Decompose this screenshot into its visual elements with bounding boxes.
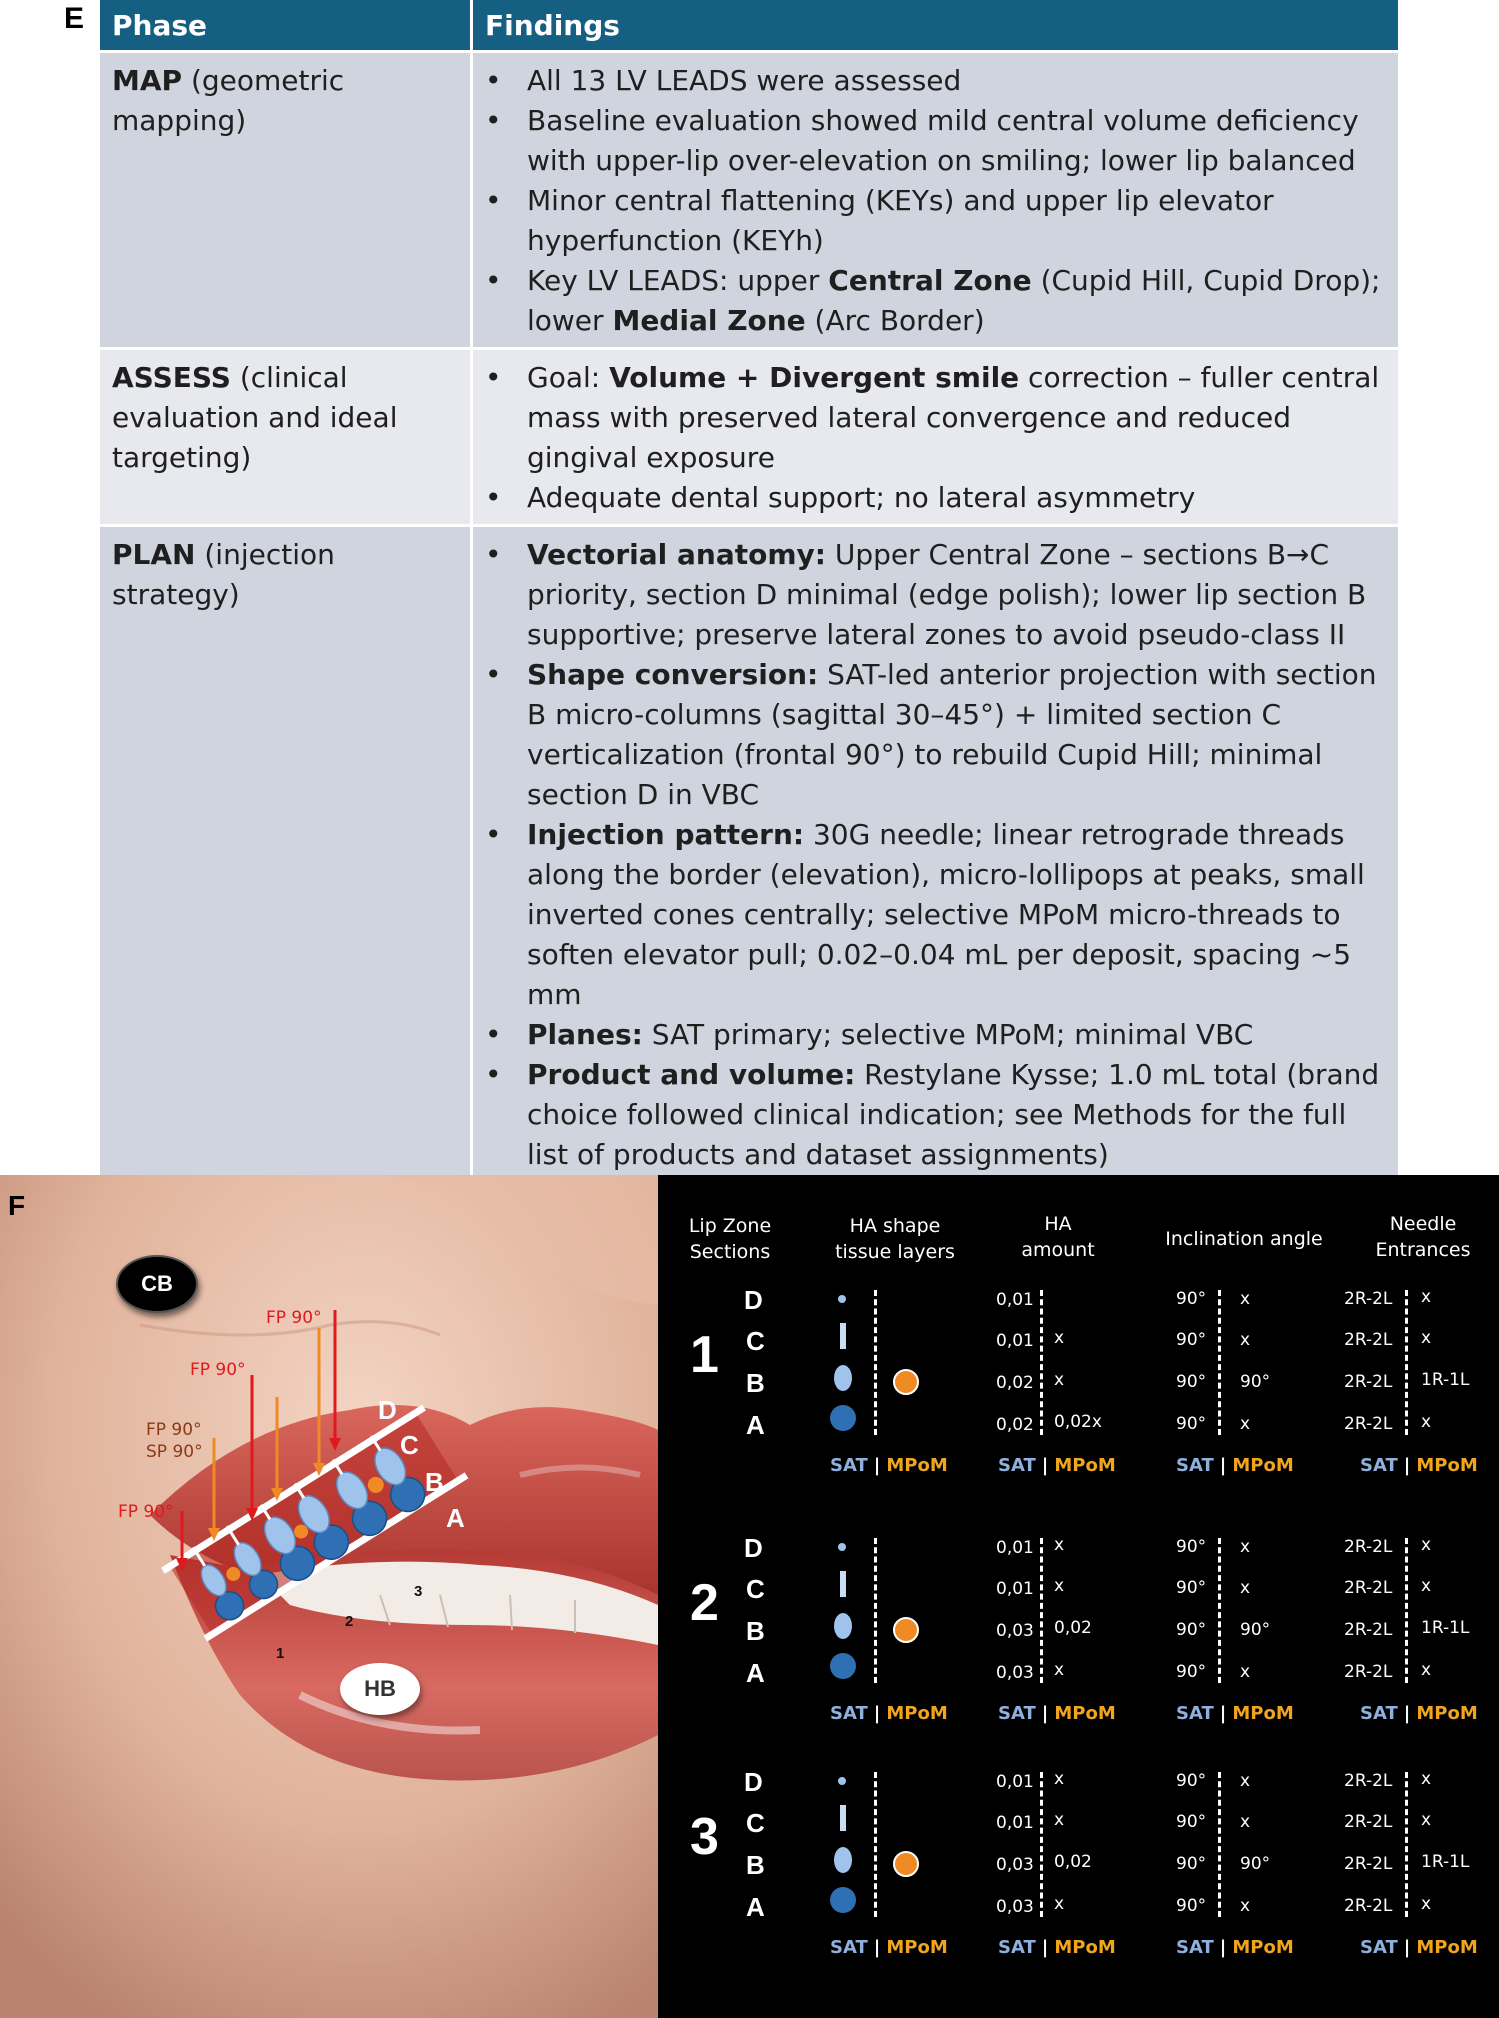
- angle-sat: 90°: [1176, 1372, 1207, 1392]
- finding-item: [527, 61, 1386, 101]
- layer-footer-amount: [998, 1703, 1116, 1724]
- mpom-label: MPoM: [1054, 1703, 1116, 1724]
- angle-sat: 90°: [1176, 1537, 1207, 1557]
- layer-footer-needle: [1360, 1937, 1478, 1958]
- finding-item: [527, 815, 1386, 1015]
- layer-separator: |: [1219, 1455, 1227, 1476]
- layer-separator: |: [1403, 1937, 1411, 1958]
- needle-mpom: x: [1421, 1769, 1432, 1789]
- finding-item: [527, 101, 1386, 181]
- needle-sat: 2R-2L: [1344, 1662, 1393, 1682]
- column-number: 2: [345, 1613, 354, 1630]
- finding-text: SAT-led anterior projection with section B micro-columns (sagittal 30–45°) + limited section C verticalization (frontal 90°) to rebuild Cupid Hill; minimal section D in VBC: [527, 658, 1377, 811]
- findings-cell: [472, 349, 1399, 526]
- header-lip-zone: Lip Zone Sections: [688, 1215, 772, 1263]
- section-letter-c: C: [746, 1808, 765, 1838]
- column-number: 3: [414, 1583, 423, 1600]
- angle-mpom: 90°: [1240, 1854, 1271, 1874]
- findings-list: [485, 535, 1386, 1175]
- needle-sat: 2R-2L: [1344, 1537, 1393, 1557]
- layer-footer-amount: [998, 1937, 1116, 1958]
- section-letter-b: B: [746, 1616, 765, 1646]
- ha-amount-mpom: 0,02: [1054, 1618, 1092, 1638]
- phase-description: (injection strategy): [112, 538, 335, 611]
- sat-label: SAT: [830, 1455, 868, 1476]
- injection-parameters-table: [658, 1175, 1499, 2018]
- separator: [1218, 1772, 1221, 1917]
- finding-bold-text: Medial Zone: [612, 304, 806, 337]
- angle-sat: 90°: [1176, 1662, 1207, 1682]
- layer-separator: |: [1041, 1937, 1049, 1958]
- section-letter-d: D: [744, 1767, 763, 1797]
- needle-mpom: x: [1421, 1576, 1432, 1596]
- section-letter-b: B: [746, 1368, 765, 1398]
- sat-label: SAT: [1360, 1703, 1398, 1724]
- layer-footer-angle: [1176, 1937, 1294, 1958]
- sat-label: SAT: [1176, 1455, 1214, 1476]
- angle-mpom: x: [1240, 1662, 1251, 1682]
- ha-amount-sat: 0,03: [996, 1621, 1034, 1641]
- layer-separator: |: [873, 1455, 881, 1476]
- column-number: 1: [276, 1645, 285, 1662]
- needle-mpom: 1R-1L: [1421, 1370, 1470, 1390]
- finding-text: correction – fuller central mass with preserved lateral convergence and reduced gingival exposure: [527, 361, 1380, 474]
- phase-name: MAP: [112, 64, 183, 97]
- ha-amount-sat: 0,02: [996, 1415, 1034, 1435]
- header-inclination: Inclination angle: [1165, 1228, 1323, 1250]
- angle-mpom: x: [1240, 1771, 1251, 1791]
- separator: [1218, 1290, 1221, 1435]
- section-letter-c: C: [746, 1326, 765, 1356]
- layer-separator: |: [873, 1703, 881, 1724]
- angle-sat: 90°: [1176, 1812, 1207, 1832]
- finding-text: Key LV LEADS: upper: [527, 264, 829, 297]
- mpom-label: MPoM: [1054, 1455, 1116, 1476]
- circle-shape-icon: [830, 1887, 856, 1913]
- finding-item: [527, 478, 1386, 518]
- fp-label: FP 90°: [146, 1420, 202, 1440]
- ellipse-shape-icon: [834, 1847, 852, 1873]
- angle-sat: 90°: [1176, 1414, 1207, 1434]
- sat-label: SAT: [830, 1703, 868, 1724]
- group-number: 1: [690, 1326, 719, 1384]
- group-number: 2: [690, 1574, 719, 1632]
- line-shape-icon: [840, 1323, 846, 1349]
- table-row: [100, 349, 1398, 526]
- finding-item: [527, 358, 1386, 478]
- zone-letter-d: D: [378, 1395, 397, 1425]
- angle-mpom: x: [1240, 1414, 1251, 1434]
- cb-label: CB: [116, 1255, 198, 1313]
- ha-amount-mpom: x: [1054, 1769, 1065, 1789]
- ha-amount-mpom: 0,02: [1054, 1852, 1092, 1872]
- separator: [1040, 1538, 1043, 1683]
- sat-label: SAT: [1360, 1455, 1398, 1476]
- findings-table: [100, 0, 1398, 1181]
- phase-cell: [100, 52, 472, 349]
- separator: [874, 1538, 877, 1683]
- sat-label: SAT: [1360, 1937, 1398, 1958]
- header-ha-amount: HA amount: [1021, 1213, 1095, 1261]
- mpom-label: MPoM: [1232, 1937, 1294, 1958]
- circle-shape-icon: [830, 1405, 856, 1431]
- angle-sat: 90°: [1176, 1578, 1207, 1598]
- findings-list: [485, 61, 1386, 341]
- header-phase: Phase: [100, 0, 472, 52]
- group-number: 3: [690, 1808, 719, 1866]
- ha-amount-sat: 0,01: [996, 1772, 1034, 1792]
- needle-sat: 2R-2L: [1344, 1289, 1393, 1309]
- section-letter-b: B: [746, 1850, 765, 1880]
- layer-separator: |: [1403, 1455, 1411, 1476]
- finding-item: [527, 181, 1386, 261]
- mpom-label: MPoM: [886, 1703, 948, 1724]
- needle-sat: 2R-2L: [1344, 1414, 1393, 1434]
- finding-bold-text: Volume + Divergent smile: [609, 361, 1020, 394]
- fp-label: FP 90°: [266, 1308, 322, 1328]
- mpom-circle-icon: [893, 1369, 919, 1395]
- finding-text: All 13 LV LEADS were assessed: [527, 64, 962, 97]
- sat-label: SAT: [998, 1937, 1036, 1958]
- mpom-circle-icon: [893, 1617, 919, 1643]
- separator: [874, 1772, 877, 1917]
- zone-letter-b: B: [425, 1467, 444, 1497]
- section-letter-d: D: [744, 1285, 763, 1315]
- findings-cell: [472, 526, 1399, 1182]
- angle-mpom: x: [1240, 1812, 1251, 1832]
- ha-amount-sat: 0,03: [996, 1897, 1034, 1917]
- phase-description: (geometric mapping): [112, 64, 345, 137]
- angle-mpom: 90°: [1240, 1372, 1271, 1392]
- layer-separator: |: [1219, 1703, 1227, 1724]
- mpom-label: MPoM: [886, 1937, 948, 1958]
- ha-amount-mpom: x: [1054, 1894, 1065, 1914]
- findings-cell: [472, 52, 1399, 349]
- finding-text: (Arc Border): [805, 304, 985, 337]
- needle-sat: 2R-2L: [1344, 1372, 1393, 1392]
- sat-label: SAT: [830, 1937, 868, 1958]
- phase-name: ASSESS: [112, 361, 231, 394]
- section-letter-a: A: [746, 1410, 765, 1440]
- section-letter-a: A: [746, 1658, 765, 1688]
- finding-text: Goal:: [527, 361, 610, 394]
- finding-item: [527, 1055, 1386, 1175]
- angle-sat: 90°: [1176, 1330, 1207, 1350]
- ha-amount-mpom: x: [1054, 1535, 1065, 1555]
- ha-amount-sat: 0,02: [996, 1373, 1034, 1393]
- angle-sat: 90°: [1176, 1771, 1207, 1791]
- ha-amount-sat: 0,01: [996, 1538, 1034, 1558]
- sat-label: SAT: [998, 1455, 1036, 1476]
- circle-shape-icon: [830, 1653, 856, 1679]
- needle-mpom: x: [1421, 1412, 1432, 1432]
- finding-text: Minor central flattening (KEYs) and upper lip elevator hyperfunction (KEYh): [527, 184, 1274, 257]
- layer-footer-amount: [998, 1455, 1116, 1476]
- phase-cell: [100, 526, 472, 1182]
- separator: [1405, 1290, 1408, 1435]
- ha-amount-sat: 0,01: [996, 1579, 1034, 1599]
- line-shape-icon: [840, 1571, 846, 1597]
- finding-item: [527, 261, 1386, 341]
- angle-sat: 90°: [1176, 1854, 1207, 1874]
- finding-text: Baseline evaluation showed mild central volume deficiency with upper-lip over-elevation on smiling; lower lip balanced: [527, 104, 1359, 177]
- sat-label: SAT: [998, 1703, 1036, 1724]
- needle-sat: 2R-2L: [1344, 1854, 1393, 1874]
- table-row: [100, 52, 1398, 349]
- mpom-label: MPoM: [886, 1455, 948, 1476]
- needle-mpom: 1R-1L: [1421, 1618, 1470, 1638]
- phase-cell: [100, 349, 472, 526]
- layer-separator: |: [1041, 1703, 1049, 1724]
- mpom-label: MPoM: [1416, 1937, 1478, 1958]
- angle-mpom: 90°: [1240, 1620, 1271, 1640]
- layer-footer-needle: [1360, 1703, 1478, 1724]
- separator: [1040, 1290, 1043, 1435]
- dot-shape-icon: [838, 1777, 846, 1785]
- finding-bold-text: Central Zone: [828, 264, 1032, 297]
- ellipse-shape-icon: [834, 1365, 852, 1391]
- lips-illustration: [0, 1175, 658, 2018]
- ha-amount-mpom: 0,02x: [1054, 1412, 1102, 1432]
- separator: [1405, 1772, 1408, 1917]
- needle-sat: 2R-2L: [1344, 1896, 1393, 1916]
- layer-footer-angle: [1176, 1703, 1294, 1724]
- header-ha-shape: HA shape tissue layers: [835, 1215, 955, 1263]
- ha-amount-mpom: x: [1054, 1370, 1065, 1390]
- angle-mpom: x: [1240, 1537, 1251, 1557]
- needle-mpom: x: [1421, 1287, 1432, 1307]
- finding-item: [527, 655, 1386, 815]
- injection-panel-f: [0, 1175, 1499, 2018]
- layer-footer-shape: [830, 1455, 948, 1476]
- angle-sat: 90°: [1176, 1289, 1207, 1309]
- finding-text: (Cupid Hill, Cupid Drop); lower: [527, 264, 1381, 337]
- mpom-label: MPoM: [1054, 1937, 1116, 1958]
- separator: [1218, 1538, 1221, 1683]
- needle-mpom: x: [1421, 1810, 1432, 1830]
- needle-mpom: x: [1421, 1660, 1432, 1680]
- finding-bold-text: Planes:: [527, 1018, 643, 1051]
- mpom-label: MPoM: [1416, 1455, 1478, 1476]
- table-header-row: [100, 0, 1398, 52]
- ha-amount-mpom: x: [1054, 1576, 1065, 1596]
- mpom-label: MPoM: [1232, 1455, 1294, 1476]
- finding-bold-text: Product and volume:: [527, 1058, 856, 1091]
- ha-amount-sat: 0,01: [996, 1290, 1034, 1310]
- section-letter-d: D: [744, 1533, 763, 1563]
- needle-mpom: 1R-1L: [1421, 1852, 1470, 1872]
- section-letter-a: A: [746, 1892, 765, 1922]
- ha-amount-mpom: x: [1054, 1328, 1065, 1348]
- mpom-label: MPoM: [1416, 1703, 1478, 1724]
- panel-letter-f: F: [8, 1190, 26, 1221]
- findings-list: [485, 358, 1386, 518]
- angle-sat: 90°: [1176, 1896, 1207, 1916]
- hb-label: HB: [340, 1663, 420, 1715]
- separator: [1040, 1772, 1043, 1917]
- needle-sat: 2R-2L: [1344, 1578, 1393, 1598]
- finding-text: 30G needle; linear retrograde threads along the border (elevation), micro-lollipops at peaks, small inverted cones centrally; selective MPoM micro-threads to soften elevator pull; 0.02–0.04 mL per deposit, spacing ~5 mm: [527, 818, 1365, 1011]
- layer-footer-needle: [1360, 1455, 1478, 1476]
- finding-text: SAT primary; selective MPoM; minimal VBC: [642, 1018, 1254, 1051]
- finding-text: Adequate dental support; no lateral asymmetry: [527, 481, 1196, 514]
- fp-label: FP 90°: [190, 1360, 246, 1380]
- separator: [874, 1290, 877, 1435]
- needle-sat: 2R-2L: [1344, 1330, 1393, 1350]
- ha-amount-sat: 0,03: [996, 1663, 1034, 1683]
- dot-shape-icon: [838, 1543, 846, 1551]
- zone-letter-c: C: [400, 1430, 419, 1460]
- sp-label: SP 90°: [146, 1442, 203, 1462]
- zone-letter-a: A: [446, 1503, 465, 1533]
- angle-sat: 90°: [1176, 1620, 1207, 1640]
- finding-item: [527, 1015, 1386, 1055]
- angle-mpom: x: [1240, 1330, 1251, 1350]
- finding-text: Restylane Kysse; 1.0 mL total (brand choice followed clinical indication; see Methods for the full list of products and dataset assignments): [527, 1058, 1380, 1171]
- layer-separator: |: [1219, 1937, 1227, 1958]
- sat-label: SAT: [1176, 1703, 1214, 1724]
- fp-label: FP 90°: [118, 1502, 174, 1522]
- needle-sat: 2R-2L: [1344, 1812, 1393, 1832]
- ha-amount-sat: 0,03: [996, 1855, 1034, 1875]
- header-needle: Needle Entrances: [1375, 1213, 1471, 1261]
- ha-amount-mpom: x: [1054, 1660, 1065, 1680]
- dot-shape-icon: [838, 1295, 846, 1303]
- phase-name: PLAN: [112, 538, 196, 571]
- section-letter-c: C: [746, 1574, 765, 1604]
- ha-amount-mpom: x: [1054, 1810, 1065, 1830]
- layer-separator: |: [1403, 1703, 1411, 1724]
- angle-mpom: x: [1240, 1896, 1251, 1916]
- separator: [1405, 1538, 1408, 1683]
- mpom-circle-icon: [893, 1851, 919, 1877]
- angle-mpom: x: [1240, 1289, 1251, 1309]
- angle-mpom: x: [1240, 1578, 1251, 1598]
- needle-mpom: x: [1421, 1328, 1432, 1348]
- needle-mpom: x: [1421, 1535, 1432, 1555]
- layer-footer-angle: [1176, 1455, 1294, 1476]
- header-findings: Findings: [472, 0, 1399, 52]
- layer-footer-shape: [830, 1937, 948, 1958]
- needle-sat: 2R-2L: [1344, 1620, 1393, 1640]
- line-shape-icon: [840, 1805, 846, 1831]
- finding-bold-text: Vectorial anatomy:: [527, 538, 826, 571]
- needle-mpom: x: [1421, 1894, 1432, 1914]
- finding-item: [527, 535, 1386, 655]
- finding-bold-text: Shape conversion:: [527, 658, 819, 691]
- layer-separator: |: [873, 1937, 881, 1958]
- needle-sat: 2R-2L: [1344, 1771, 1393, 1791]
- sat-label: SAT: [1176, 1937, 1214, 1958]
- phase-description: (clinical evaluation and ideal targeting): [112, 361, 398, 474]
- ellipse-shape-icon: [834, 1613, 852, 1639]
- panel-letter-e: E: [64, 2, 85, 35]
- mpom-label: MPoM: [1232, 1703, 1294, 1724]
- ha-amount-sat: 0,01: [996, 1813, 1034, 1833]
- finding-text: Upper Central Zone – sections B→C priority, section D minimal (edge polish); lower lip section B supportive; preserve lateral zones to avoid pseudo-class II: [527, 538, 1367, 651]
- lips-photo: [0, 1175, 658, 2018]
- table-row: [100, 526, 1398, 1182]
- finding-bold-text: Injection pattern:: [527, 818, 805, 851]
- ha-amount-sat: 0,01: [996, 1331, 1034, 1351]
- layer-separator: |: [1041, 1455, 1049, 1476]
- layer-footer-shape: [830, 1703, 948, 1724]
